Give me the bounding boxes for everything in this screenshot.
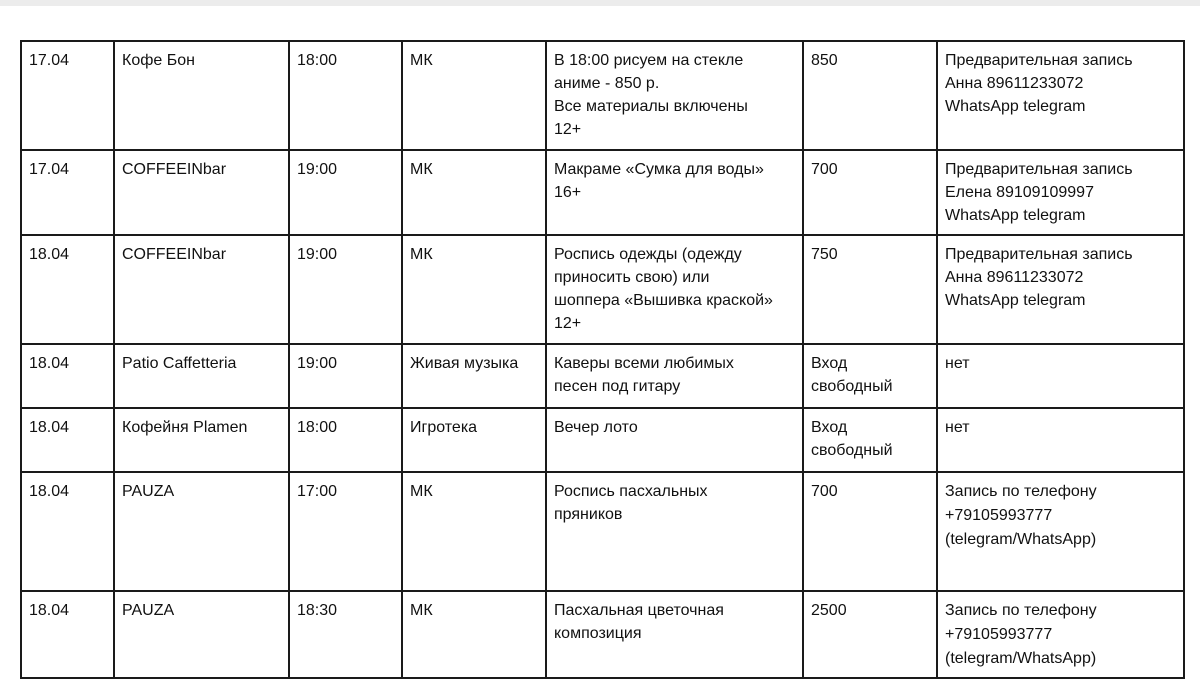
table-row: [21, 150, 1184, 235]
type-cell: МК: [402, 41, 546, 150]
events-table: [20, 40, 1185, 679]
type-cell: МК: [402, 472, 546, 591]
table-row: [21, 235, 1184, 344]
date-cell: 18.04: [21, 344, 114, 408]
type-cell: МК: [402, 591, 546, 678]
place-cell: COFFEEINbar: [114, 150, 289, 235]
time-cell: 18:00: [289, 41, 402, 150]
contact-cell: нет: [937, 408, 1184, 472]
date-cell: 18.04: [21, 235, 114, 344]
price-cell: 2500: [803, 591, 937, 678]
description-cell: Каверы всеми любимых песен под гитару: [546, 344, 803, 408]
table-row: [21, 41, 1184, 150]
contact-cell: Предварительная запись Анна 89611233072 WhatsApp telegram: [937, 41, 1184, 150]
date-cell: 18.04: [21, 591, 114, 678]
place-cell: COFFEEINbar: [114, 235, 289, 344]
place-cell: Patio Caffetteria: [114, 344, 289, 408]
date-cell: 18.04: [21, 408, 114, 472]
price-cell: Вход свободный: [803, 344, 937, 408]
date-cell: 18.04: [21, 472, 114, 591]
price-cell: 850: [803, 41, 937, 150]
contact-cell: Предварительная запись Анна 89611233072 WhatsApp telegram: [937, 235, 1184, 344]
type-cell: МК: [402, 150, 546, 235]
contact-cell: нет: [937, 344, 1184, 408]
description-cell: Макраме «Сумка для воды» 16+: [546, 150, 803, 235]
contact-cell: Предварительная запись Елена 89109109997 WhatsApp telegram: [937, 150, 1184, 235]
type-cell: МК: [402, 235, 546, 344]
time-cell: 19:00: [289, 150, 402, 235]
table-row: [21, 591, 1184, 678]
place-cell: PAUZA: [114, 472, 289, 591]
price-cell: 750: [803, 235, 937, 344]
description-cell: Вечер лото: [546, 408, 803, 472]
type-cell: Живая музыка: [402, 344, 546, 408]
price-cell: Вход свободный: [803, 408, 937, 472]
time-cell: 19:00: [289, 344, 402, 408]
top-band: [0, 0, 1200, 6]
table-row: [21, 344, 1184, 408]
type-cell: Игротека: [402, 408, 546, 472]
place-cell: PAUZA: [114, 591, 289, 678]
time-cell: 19:00: [289, 235, 402, 344]
description-cell: Пасхальная цветочная композиция: [546, 591, 803, 678]
time-cell: 18:00: [289, 408, 402, 472]
price-cell: 700: [803, 472, 937, 591]
date-cell: 17.04: [21, 150, 114, 235]
description-cell: Роспись пасхальных пряников: [546, 472, 803, 591]
time-cell: 18:30: [289, 591, 402, 678]
price-cell: 700: [803, 150, 937, 235]
contact-cell: Запись по телефону +79105993777 (telegram/WhatsApp): [937, 591, 1184, 678]
table-row: [21, 408, 1184, 472]
table-row: [21, 472, 1184, 591]
place-cell: Кофейня Plamen: [114, 408, 289, 472]
place-cell: Кофе Бон: [114, 41, 289, 150]
description-cell: В 18:00 рисуем на стекле аниме - 850 р. Все материалы включены 12+: [546, 41, 803, 150]
description-cell: Роспись одежды (одежду приносить свою) или шоппера «Вышивка краской» 12+: [546, 235, 803, 344]
time-cell: 17:00: [289, 472, 402, 591]
contact-cell: Запись по телефону +79105993777 (telegram/WhatsApp): [937, 472, 1184, 591]
date-cell: 17.04: [21, 41, 114, 150]
